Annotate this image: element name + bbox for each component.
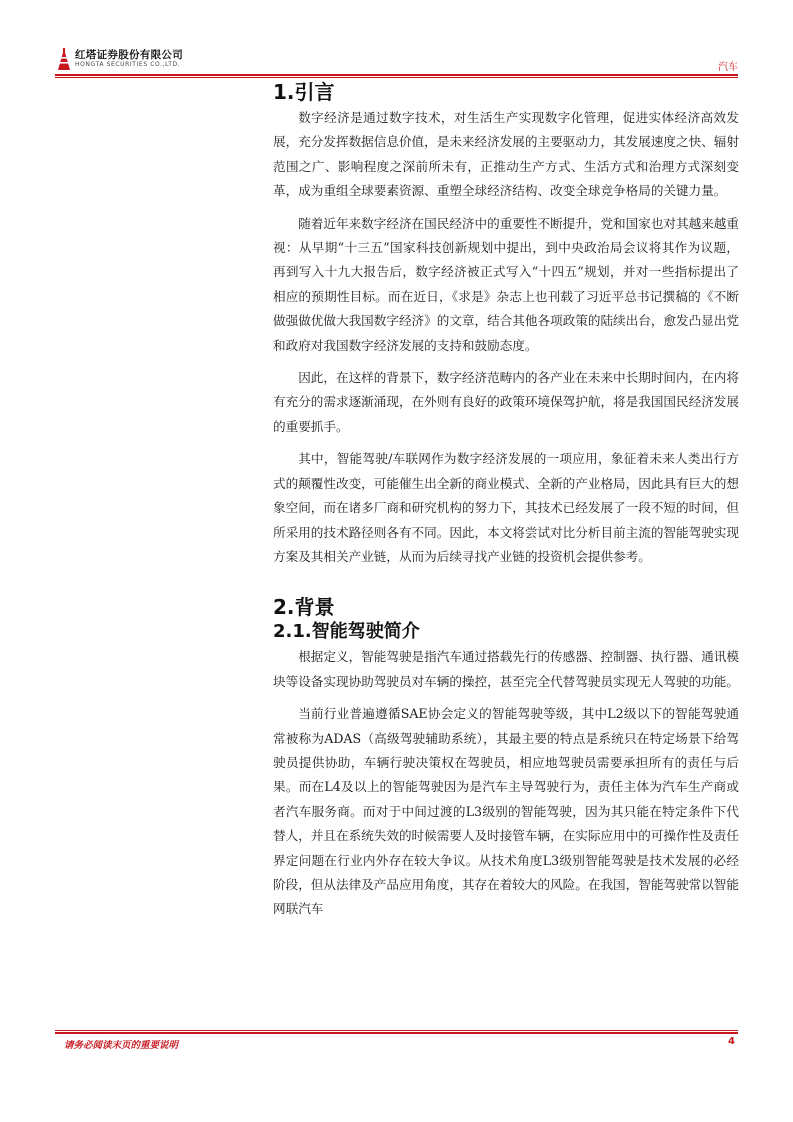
body-paragraph: 因此，在这样的背景下，数字经济范畴内的各产业在未来中长期时间内，在内将有充分的需求逐渐涌现，在外则有良好的政策环境保驾护航，将是我国国民经济发展的重要抓手。 [273,370,739,434]
company-name-cn: 红塔证券股份有限公司 [75,49,183,61]
body-paragraph: 其中，智能驾驶/车联网作为数字经济发展的一项应用，象征着未来人类出行方式的颠覆性改变，可能催生出全新的商业模式、全新的产业格局，因此具有巨大的想象空间，而在诸多厂商和研究机构的努力下，其技术已经发展了一段不短的时间，但所采用的技术路径则各有不同。因此，本文将尝试对比分析目前主流的智能驾驶实现方案及其相关产业链，从而为后续寻找产业链的投资机会提供参考。 [273,451,739,564]
page-number: 4 [728,1036,735,1047]
hongta-logo-icon [55,48,73,70]
body-paragraph: 当前行业普遍遵循SAE协会定义的智能驾驶等级，其中L2级以下的智能驾驶通常被称为ADAS（高级驾驶辅助系统），其最主要的特点是系统只在特定场景下给驾驶员提供协助，车辆行驶决策权在驾驶员，相应地驾驶员需要承担所有的责任与后果。而在L4及以上的智能驾驶因为是汽车主导驾驶行为，责任主体为汽车生产商或者汽车服务商。而对于中间过渡的L3级别的智能驾驶，因为其只能在特定条件下代替人，并且在系统失效的时候需要人及时接管车辆，在实际应用中的可操作性及责任界定问题在行业内外存在较大争议。从技术角度L3级别智能驾驶是技术发展的必经阶段，但从法律及产品应用角度，其存在着较大的风险。在我国，智能驾驶常以智能网联汽车 [273,706,739,917]
main-content [273,80,739,922]
company-logo [55,46,185,74]
report-category-tag: 汽车 [718,62,738,73]
body-paragraph: 数字经济是通过数字技术，对生活生产实现数字化管理，促进实体经济高效发展，充分发挥数据信息价值，是未来经济发展的主要驱动力，其发展速度之快、辐射范围之广、影响程度之深前所未有，正推动生产方式、生活方式和治理方式深刻变革，成为重组全球要素资源、重塑全球经济结构、改变全球竞争格局的关键力量。 [273,110,739,199]
header-divider-thin [55,77,738,78]
body-paragraph: 根据定义，智能驾驶是指汽车通过搭载先行的传感器、控制器、执行器、通讯模块等设备实现协助驾驶员对车辆的操控，甚至完全代替驾驶员实现无人驾驶的功能。 [273,649,739,689]
footer-divider-thin [55,1030,738,1031]
subsection-title-smart-driving: 2.1.智能驾驶简介 [273,621,420,643]
page-header [55,46,738,76]
footer-disclaimer: 请务必阅读末页的重要说明 [64,1040,179,1051]
company-name-en: HONGTA SECURITIES CO.,LTD. [75,61,181,68]
header-divider [55,74,738,76]
footer-divider [55,1032,738,1034]
section-title-background: 2.背景 [273,595,335,620]
body-paragraph: 随着近年来数字经济在国民经济中的重要性不断提升，党和国家也对其越来越重视：从早期“十三五”国家科技创新规划中提出，到中央政治局会议将其作为议题，再到写入十九大报告后，数字经济被正式写入“十四五”规划，并对一些指标提出了相应的预期性目标。而在近日，《求是》杂志上也刊载了习近平总书记撰稿的《不断做强做优做大我国数字经济》的文章，结合其他各项政策的陆续出台，愈发凸显出党和政府对我国数字经济发展的支持和鼓励态度。 [273,215,739,353]
section-title-intro: 1.引言 [273,80,335,104]
